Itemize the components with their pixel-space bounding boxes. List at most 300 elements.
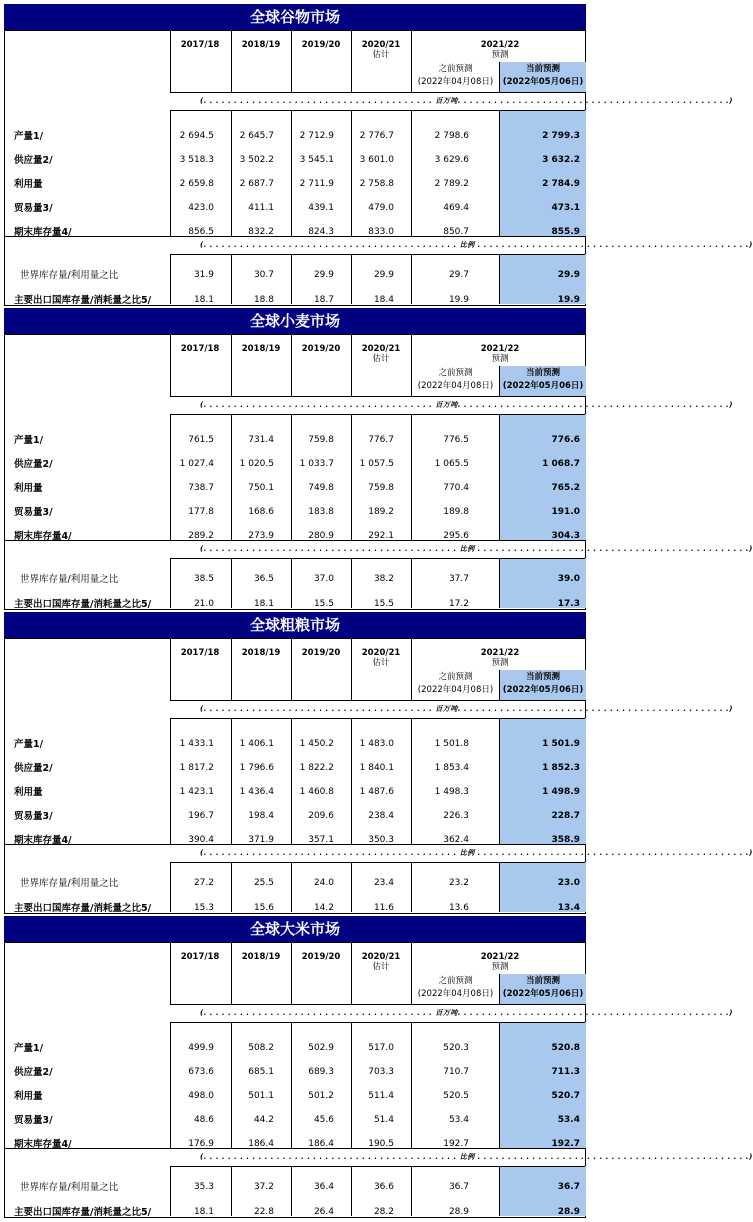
units-rule (170, 1166, 585, 1167)
ratio-label: 主要出口国库存量/消耗量之比5/ (14, 1207, 152, 1218)
ratio-value: 29.9 (557, 270, 580, 280)
cell-value: 198.4 (248, 811, 274, 821)
section-title: 全球粗粮市场 (4, 612, 586, 638)
cell-value: 855.9 (551, 227, 580, 237)
row-label: 供应量2/ (14, 763, 53, 774)
cell-value: 189.2 (368, 507, 394, 517)
cell-value: 186.4 (248, 1139, 274, 1149)
year-header: 2018/19 (241, 344, 281, 354)
section-title: 全球小麦市场 (4, 308, 586, 334)
cell-value: 1 822.2 (299, 763, 334, 773)
cell-value: 53.4 (557, 1115, 580, 1125)
cell-value: 168.6 (248, 507, 274, 517)
ratio-value: 23.0 (557, 878, 580, 888)
year-header: 2018/19 (241, 648, 281, 658)
estimate-note: 估计 (372, 354, 390, 364)
prev-forecast-label: 之前预测 (438, 64, 473, 74)
cell-value: 710.7 (443, 1067, 469, 1077)
cell-value: 295.6 (443, 531, 469, 541)
cell-value: 469.4 (443, 203, 469, 213)
year-header: 2021/22 (480, 40, 520, 50)
units-rule (170, 862, 585, 863)
estimate-note: 估计 (372, 50, 390, 60)
cell-value: 750.1 (248, 483, 274, 493)
ratio-value: 29.9 (313, 270, 334, 280)
cell-value: 196.7 (188, 811, 214, 821)
ratio-value: 18.1 (193, 1207, 214, 1217)
cell-value: 3 601.0 (359, 155, 394, 165)
current-forecast-values-bg (499, 1022, 586, 1148)
ratio-value: 18.4 (373, 295, 394, 305)
section-title: 全球大米市场 (4, 916, 586, 942)
forecast-divider (499, 1022, 500, 1148)
ratio-value: 14.2 (313, 903, 334, 913)
curr-forecast-label: 当前预测 (525, 64, 560, 74)
cell-value: 1 796.6 (239, 763, 274, 773)
cell-value: 53.4 (448, 1115, 469, 1125)
ratio-value: 36.4 (313, 1182, 334, 1192)
column-divider (170, 414, 171, 540)
cell-value: 1 501.9 (542, 739, 580, 749)
cell-value: 502.9 (308, 1043, 334, 1053)
units-rule (170, 254, 585, 255)
cell-value: 689.3 (308, 1067, 334, 1077)
ratio-label: 主要出口国库存量/消耗量之比5/ (14, 295, 152, 306)
ratio-value: 38.2 (373, 574, 394, 584)
cell-value: 228.7 (551, 811, 580, 821)
ratio-value: 36.6 (373, 1182, 394, 1192)
ratio-value: 19.9 (557, 295, 580, 305)
cell-value: 776.7 (368, 435, 394, 445)
ratio-value: 29.7 (448, 270, 469, 280)
cell-value: 192.7 (551, 1139, 580, 1149)
ratio-value: 36.7 (557, 1182, 580, 1192)
row-label: 期末库存量4/ (14, 531, 72, 542)
column-divider (170, 110, 171, 236)
cell-value: 501.1 (248, 1091, 274, 1101)
column-divider (231, 110, 232, 236)
ratio-value: 30.7 (253, 270, 274, 280)
cell-value: 358.9 (551, 835, 580, 845)
curr-forecast-date: (2022年05月06日) (502, 685, 584, 695)
year-header: 2017/18 (180, 648, 220, 658)
column-divider (291, 110, 292, 236)
forecast-divider (499, 414, 500, 540)
cell-value: 192.7 (443, 1139, 469, 1149)
ratio-value: 15.3 (193, 903, 214, 913)
row-label: 贸易量3/ (14, 811, 53, 822)
prev-forecast-date: (2022年04月08日) (417, 381, 494, 391)
year-header: 2019/20 (301, 344, 341, 354)
cell-value: 2 687.7 (239, 179, 274, 189)
cell-value: 2 799.3 (542, 131, 580, 141)
header-rule (170, 700, 585, 701)
curr-forecast-date: (2022年05月06日) (502, 77, 584, 87)
year-header: 2021/22 (480, 952, 520, 962)
cell-value: 51.4 (373, 1115, 394, 1125)
cell-value: 371.9 (248, 835, 274, 845)
column-divider (170, 718, 171, 844)
forecast-note: 预测 (491, 50, 509, 60)
year-header: 2019/20 (301, 40, 341, 50)
row-label: 产量1/ (14, 131, 44, 142)
cell-value: 520.7 (551, 1091, 580, 1101)
cell-value: 1 853.4 (434, 763, 469, 773)
cell-value: 770.4 (443, 483, 469, 493)
row-label: 供应量2/ (14, 155, 53, 166)
cell-value: 2 694.5 (179, 131, 214, 141)
cell-value: 2 712.9 (299, 131, 334, 141)
ratio-value: 19.9 (448, 295, 469, 305)
cell-value: 2 659.8 (179, 179, 214, 189)
ratio-value: 31.9 (193, 270, 214, 280)
prev-forecast-label: 之前预测 (438, 976, 473, 986)
cell-value: 856.5 (188, 227, 214, 237)
row-label: 贸易量3/ (14, 1115, 53, 1126)
estimate-note: 估计 (372, 962, 390, 972)
row-label: 利用量 (14, 483, 43, 494)
cell-value: 44.2 (253, 1115, 274, 1125)
unit-label: (. . . . . . . . . . . . . . . . . . . . . . . . . . . . . . . . . . . . . . 百万吨. . . . . . . . . . . . . . . . . . . . . . . . . . . . . . . . . . . . . . . . . . . . .) (200, 1009, 733, 1017)
ratio-value: 37.7 (448, 574, 469, 584)
column-divider (231, 1022, 232, 1148)
ratio-value: 18.7 (313, 295, 334, 305)
units-rule (170, 718, 585, 719)
ratio-value: 39.0 (557, 574, 580, 584)
cell-value: 423.0 (188, 203, 214, 213)
cell-value: 731.4 (248, 435, 274, 445)
cell-value: 183.8 (308, 507, 334, 517)
ratio-value: 21.0 (193, 599, 214, 609)
ratio-value: 15.6 (253, 903, 274, 913)
cell-value: 1 840.1 (359, 763, 394, 773)
column-divider (291, 718, 292, 844)
ratio-label: 主要出口国库存量/消耗量之比5/ (14, 599, 152, 610)
ratio-label: 世界库存量/利用量之比 (20, 270, 119, 281)
ratio-value: 18.1 (253, 599, 274, 609)
column-divider (291, 414, 292, 540)
cell-value: 1 406.1 (239, 739, 274, 749)
ratio-value: 18.1 (193, 295, 214, 305)
ratio-value: 37.0 (313, 574, 334, 584)
cell-value: 3 629.6 (434, 155, 469, 165)
ratio-value: 28.9 (557, 1207, 580, 1217)
ratio-value: 36.7 (448, 1182, 469, 1192)
cell-value: 1 487.6 (359, 787, 394, 797)
cell-value: 191.0 (551, 507, 580, 517)
cell-value: 1 065.5 (434, 459, 469, 469)
ratio-label: 世界库存量/利用量之比 (20, 878, 119, 889)
column-divider (351, 414, 352, 540)
row-label: 期末库存量4/ (14, 227, 72, 238)
row-label: 供应量2/ (14, 459, 53, 470)
cell-value: 2 758.8 (359, 179, 394, 189)
forecast-divider (499, 1166, 500, 1216)
cell-value: 45.6 (313, 1115, 334, 1125)
cell-value: 304.3 (551, 531, 580, 541)
column-divider (231, 718, 232, 844)
cell-value: 738.7 (188, 483, 214, 493)
cell-value: 776.6 (551, 435, 580, 445)
ratio-label: 世界库存量/利用量之比 (20, 1182, 119, 1193)
header-rule (170, 1004, 585, 1005)
cell-value: 508.2 (248, 1043, 274, 1053)
cell-value: 1 033.7 (299, 459, 334, 469)
ratio-value: 27.2 (193, 878, 214, 888)
year-header: 2020/21 (361, 344, 401, 354)
ratio-value: 37.2 (253, 1182, 274, 1192)
unit-label: (. . . . . . . . . . . . . . . . . . . . . . . . . . . . . . . . . . . . . . 百万吨. . . . . . . . . . . . . . . . . . . . . . . . . . . . . . . . . . . . . . . . . . . . .) (200, 705, 733, 713)
cell-value: 2 645.7 (239, 131, 274, 141)
unit-label: (. . . . . . . . . . . . . . . . . . . . . . . . . . . . . . . . . . . . . . . . . . 比例 . . . . . . . . . . . . . . . . . . . . . . . . . . . . . . . . . . . . . . . . . . . . .) (200, 545, 753, 553)
units-rule (170, 558, 585, 559)
cell-value: 2 789.2 (434, 179, 469, 189)
market-section (4, 4, 753, 306)
cell-value: 357.1 (308, 835, 334, 845)
cell-value: 824.3 (308, 227, 334, 237)
ratio-value: 15.5 (313, 599, 334, 609)
year-header: 2019/20 (301, 952, 341, 962)
year-header: 2021/22 (480, 344, 520, 354)
cell-value: 177.8 (188, 507, 214, 517)
row-label: 产量1/ (14, 435, 44, 446)
column-divider (411, 110, 412, 236)
cell-value: 48.6 (193, 1115, 214, 1125)
cell-value: 1 068.7 (542, 459, 580, 469)
ratio-value: 24.0 (313, 878, 334, 888)
column-divider (170, 1022, 171, 1148)
curr-forecast-label: 当前预测 (525, 368, 560, 378)
forecast-divider (499, 254, 500, 304)
column-divider (231, 414, 232, 540)
year-header: 2018/19 (241, 952, 281, 962)
estimate-note: 估计 (372, 658, 390, 668)
unit-label: (. . . . . . . . . . . . . . . . . . . . . . . . . . . . . . . . . . . . . . 百万吨. . . . . . . . . . . . . . . . . . . . . . . . . . . . . . . . . . . . . . . . . . . . .) (200, 401, 733, 409)
cell-value: 776.5 (443, 435, 469, 445)
ratio-value: 13.6 (448, 903, 469, 913)
cell-value: 749.8 (308, 483, 334, 493)
cell-value: 209.6 (308, 811, 334, 821)
cell-value: 499.9 (188, 1043, 214, 1053)
cell-value: 759.8 (368, 483, 394, 493)
cell-value: 238.4 (368, 811, 394, 821)
cell-value: 1 057.5 (359, 459, 394, 469)
cell-value: 703.3 (368, 1067, 394, 1077)
cell-value: 3 545.1 (299, 155, 334, 165)
cell-value: 1 450.2 (299, 739, 334, 749)
forecast-note: 预测 (491, 354, 509, 364)
forecast-note: 预测 (491, 962, 509, 972)
cell-value: 473.1 (551, 203, 580, 213)
forecast-divider (499, 558, 500, 608)
unit-label: (. . . . . . . . . . . . . . . . . . . . . . . . . . . . . . . . . . . . . . 百万吨. . . . . . . . . . . . . . . . . . . . . . . . . . . . . . . . . . . . . . . . . . . . .) (200, 97, 733, 105)
cell-value: 273.9 (248, 531, 274, 541)
current-forecast-values-bg (499, 414, 586, 540)
row-label: 贸易量3/ (14, 203, 53, 214)
cell-value: 2 776.7 (359, 131, 394, 141)
prev-forecast-date: (2022年04月08日) (417, 77, 494, 87)
cell-value: 1 460.8 (299, 787, 334, 797)
ratio-value: 15.5 (373, 599, 394, 609)
cell-value: 362.4 (443, 835, 469, 845)
current-forecast-values-bg (499, 110, 586, 236)
cell-value: 673.6 (188, 1067, 214, 1077)
cell-value: 186.4 (308, 1139, 334, 1149)
curr-forecast-label: 当前预测 (525, 976, 560, 986)
cell-value: 498.0 (188, 1091, 214, 1101)
cell-value: 850.7 (443, 227, 469, 237)
cell-value: 390.4 (188, 835, 214, 845)
ratio-value: 17.2 (448, 599, 469, 609)
cell-value: 3 518.3 (179, 155, 214, 165)
header-rule (170, 92, 585, 93)
cell-value: 1 027.4 (179, 459, 214, 469)
column-divider (411, 414, 412, 540)
ratio-value: 28.2 (373, 1207, 394, 1217)
cell-value: 1 498.3 (434, 787, 469, 797)
prev-forecast-date: (2022年04月08日) (417, 685, 494, 695)
unit-label: (. . . . . . . . . . . . . . . . . . . . . . . . . . . . . . . . . . . . . . . . . . 比例 . . . . . . . . . . . . . . . . . . . . . . . . . . . . . . . . . . . . . . . . . . . . .) (200, 241, 753, 249)
cell-value: 176.9 (188, 1139, 214, 1149)
cell-value: 1 423.1 (179, 787, 214, 797)
cell-value: 411.1 (248, 203, 274, 213)
cell-value: 1 020.5 (239, 459, 274, 469)
cell-value: 280.9 (308, 531, 334, 541)
row-label: 利用量 (14, 179, 43, 190)
current-forecast-values-bg (499, 718, 586, 844)
cell-value: 3 502.2 (239, 155, 274, 165)
cell-value: 439.1 (308, 203, 334, 213)
cell-value: 1 852.3 (542, 763, 580, 773)
forecast-divider (499, 110, 500, 236)
cell-value: 511.4 (368, 1091, 394, 1101)
units-rule (170, 1022, 585, 1023)
column-divider (351, 1022, 352, 1148)
cell-value: 501.2 (308, 1091, 334, 1101)
forecast-divider (499, 718, 500, 844)
curr-forecast-date: (2022年05月06日) (502, 381, 584, 391)
cell-value: 1 436.4 (239, 787, 274, 797)
cell-value: 1 433.1 (179, 739, 214, 749)
units-rule (170, 414, 585, 415)
market-section (4, 612, 753, 914)
cell-value: 520.3 (443, 1043, 469, 1053)
cell-value: 520.8 (551, 1043, 580, 1053)
year-header: 2019/20 (301, 648, 341, 658)
cell-value: 350.3 (368, 835, 394, 845)
ratio-value: 35.3 (193, 1182, 214, 1192)
year-header: 2020/21 (361, 40, 401, 50)
market-section (4, 916, 753, 1218)
row-label: 贸易量3/ (14, 507, 53, 518)
row-label: 产量1/ (14, 1043, 44, 1054)
ratio-value: 18.8 (253, 295, 274, 305)
column-divider (291, 1022, 292, 1148)
cell-value: 189.8 (443, 507, 469, 517)
year-header: 2020/21 (361, 648, 401, 658)
year-header: 2017/18 (180, 344, 220, 354)
cell-value: 711.3 (551, 1067, 580, 1077)
cell-value: 2 711.9 (299, 179, 334, 189)
ratio-label: 世界库存量/利用量之比 (20, 574, 119, 585)
cell-value: 2 798.6 (434, 131, 469, 141)
cell-value: 2 784.9 (542, 179, 580, 189)
cell-value: 832.2 (248, 227, 274, 237)
cell-value: 1 817.2 (179, 763, 214, 773)
cell-value: 1 483.0 (359, 739, 394, 749)
cell-value: 3 632.2 (542, 155, 580, 165)
row-label: 供应量2/ (14, 1067, 53, 1078)
ratio-value: 26.4 (313, 1207, 334, 1217)
prev-forecast-date: (2022年04月08日) (417, 989, 494, 999)
section-title: 全球谷物市场 (4, 4, 586, 30)
ratio-value: 23.2 (448, 878, 469, 888)
row-label: 期末库存量4/ (14, 1139, 72, 1150)
market-section (4, 308, 753, 610)
forecast-note: 预测 (491, 658, 509, 668)
column-divider (411, 718, 412, 844)
prev-forecast-label: 之前预测 (438, 672, 473, 682)
cell-value: 289.2 (188, 531, 214, 541)
ratio-value: 38.5 (193, 574, 214, 584)
ratio-value: 36.5 (253, 574, 274, 584)
year-header: 2020/21 (361, 952, 401, 962)
column-divider (411, 1022, 412, 1148)
year-header: 2017/18 (180, 952, 220, 962)
ratio-value: 25.5 (253, 878, 274, 888)
cell-value: 761.5 (188, 435, 214, 445)
unit-label: (. . . . . . . . . . . . . . . . . . . . . . . . . . . . . . . . . . . . . . . . . . 比例 . . . . . . . . . . . . . . . . . . . . . . . . . . . . . . . . . . . . . . . . . . . . .) (200, 849, 753, 857)
cell-value: 226.3 (443, 811, 469, 821)
forecast-divider (499, 862, 500, 912)
cell-value: 292.1 (368, 531, 394, 541)
cell-value: 765.2 (551, 483, 580, 493)
column-divider (351, 718, 352, 844)
year-header: 2018/19 (241, 40, 281, 50)
cell-value: 833.0 (368, 227, 394, 237)
curr-forecast-label: 当前预测 (525, 672, 560, 682)
row-label: 期末库存量4/ (14, 835, 72, 846)
header-rule (170, 396, 585, 397)
ratio-value: 23.4 (373, 878, 394, 888)
ratio-label: 主要出口国库存量/消耗量之比5/ (14, 903, 152, 914)
cell-value: 479.0 (368, 203, 394, 213)
ratio-value: 11.6 (373, 903, 394, 913)
cell-value: 1 501.8 (434, 739, 469, 749)
cell-value: 517.0 (368, 1043, 394, 1053)
column-divider (351, 110, 352, 236)
ratio-value: 17.3 (557, 599, 580, 609)
row-label: 利用量 (14, 787, 43, 798)
cell-value: 1 498.9 (542, 787, 580, 797)
ratio-value: 22.8 (253, 1207, 274, 1217)
cell-value: 190.5 (368, 1139, 394, 1149)
row-label: 利用量 (14, 1091, 43, 1102)
row-label: 产量1/ (14, 739, 44, 750)
unit-label: (. . . . . . . . . . . . . . . . . . . . . . . . . . . . . . . . . . . . . . . . . . 比例 . . . . . . . . . . . . . . . . . . . . . . . . . . . . . . . . . . . . . . . . . . . . .) (200, 1153, 753, 1161)
cell-value: 685.1 (248, 1067, 274, 1077)
units-rule (170, 110, 585, 111)
year-header: 2021/22 (480, 648, 520, 658)
cell-value: 759.8 (308, 435, 334, 445)
ratio-value: 13.4 (557, 903, 580, 913)
cell-value: 520.5 (443, 1091, 469, 1101)
prev-forecast-label: 之前预测 (438, 368, 473, 378)
curr-forecast-date: (2022年05月06日) (502, 989, 584, 999)
ratio-value: 28.9 (448, 1207, 469, 1217)
ratio-value: 29.9 (373, 270, 394, 280)
year-header: 2017/18 (180, 40, 220, 50)
